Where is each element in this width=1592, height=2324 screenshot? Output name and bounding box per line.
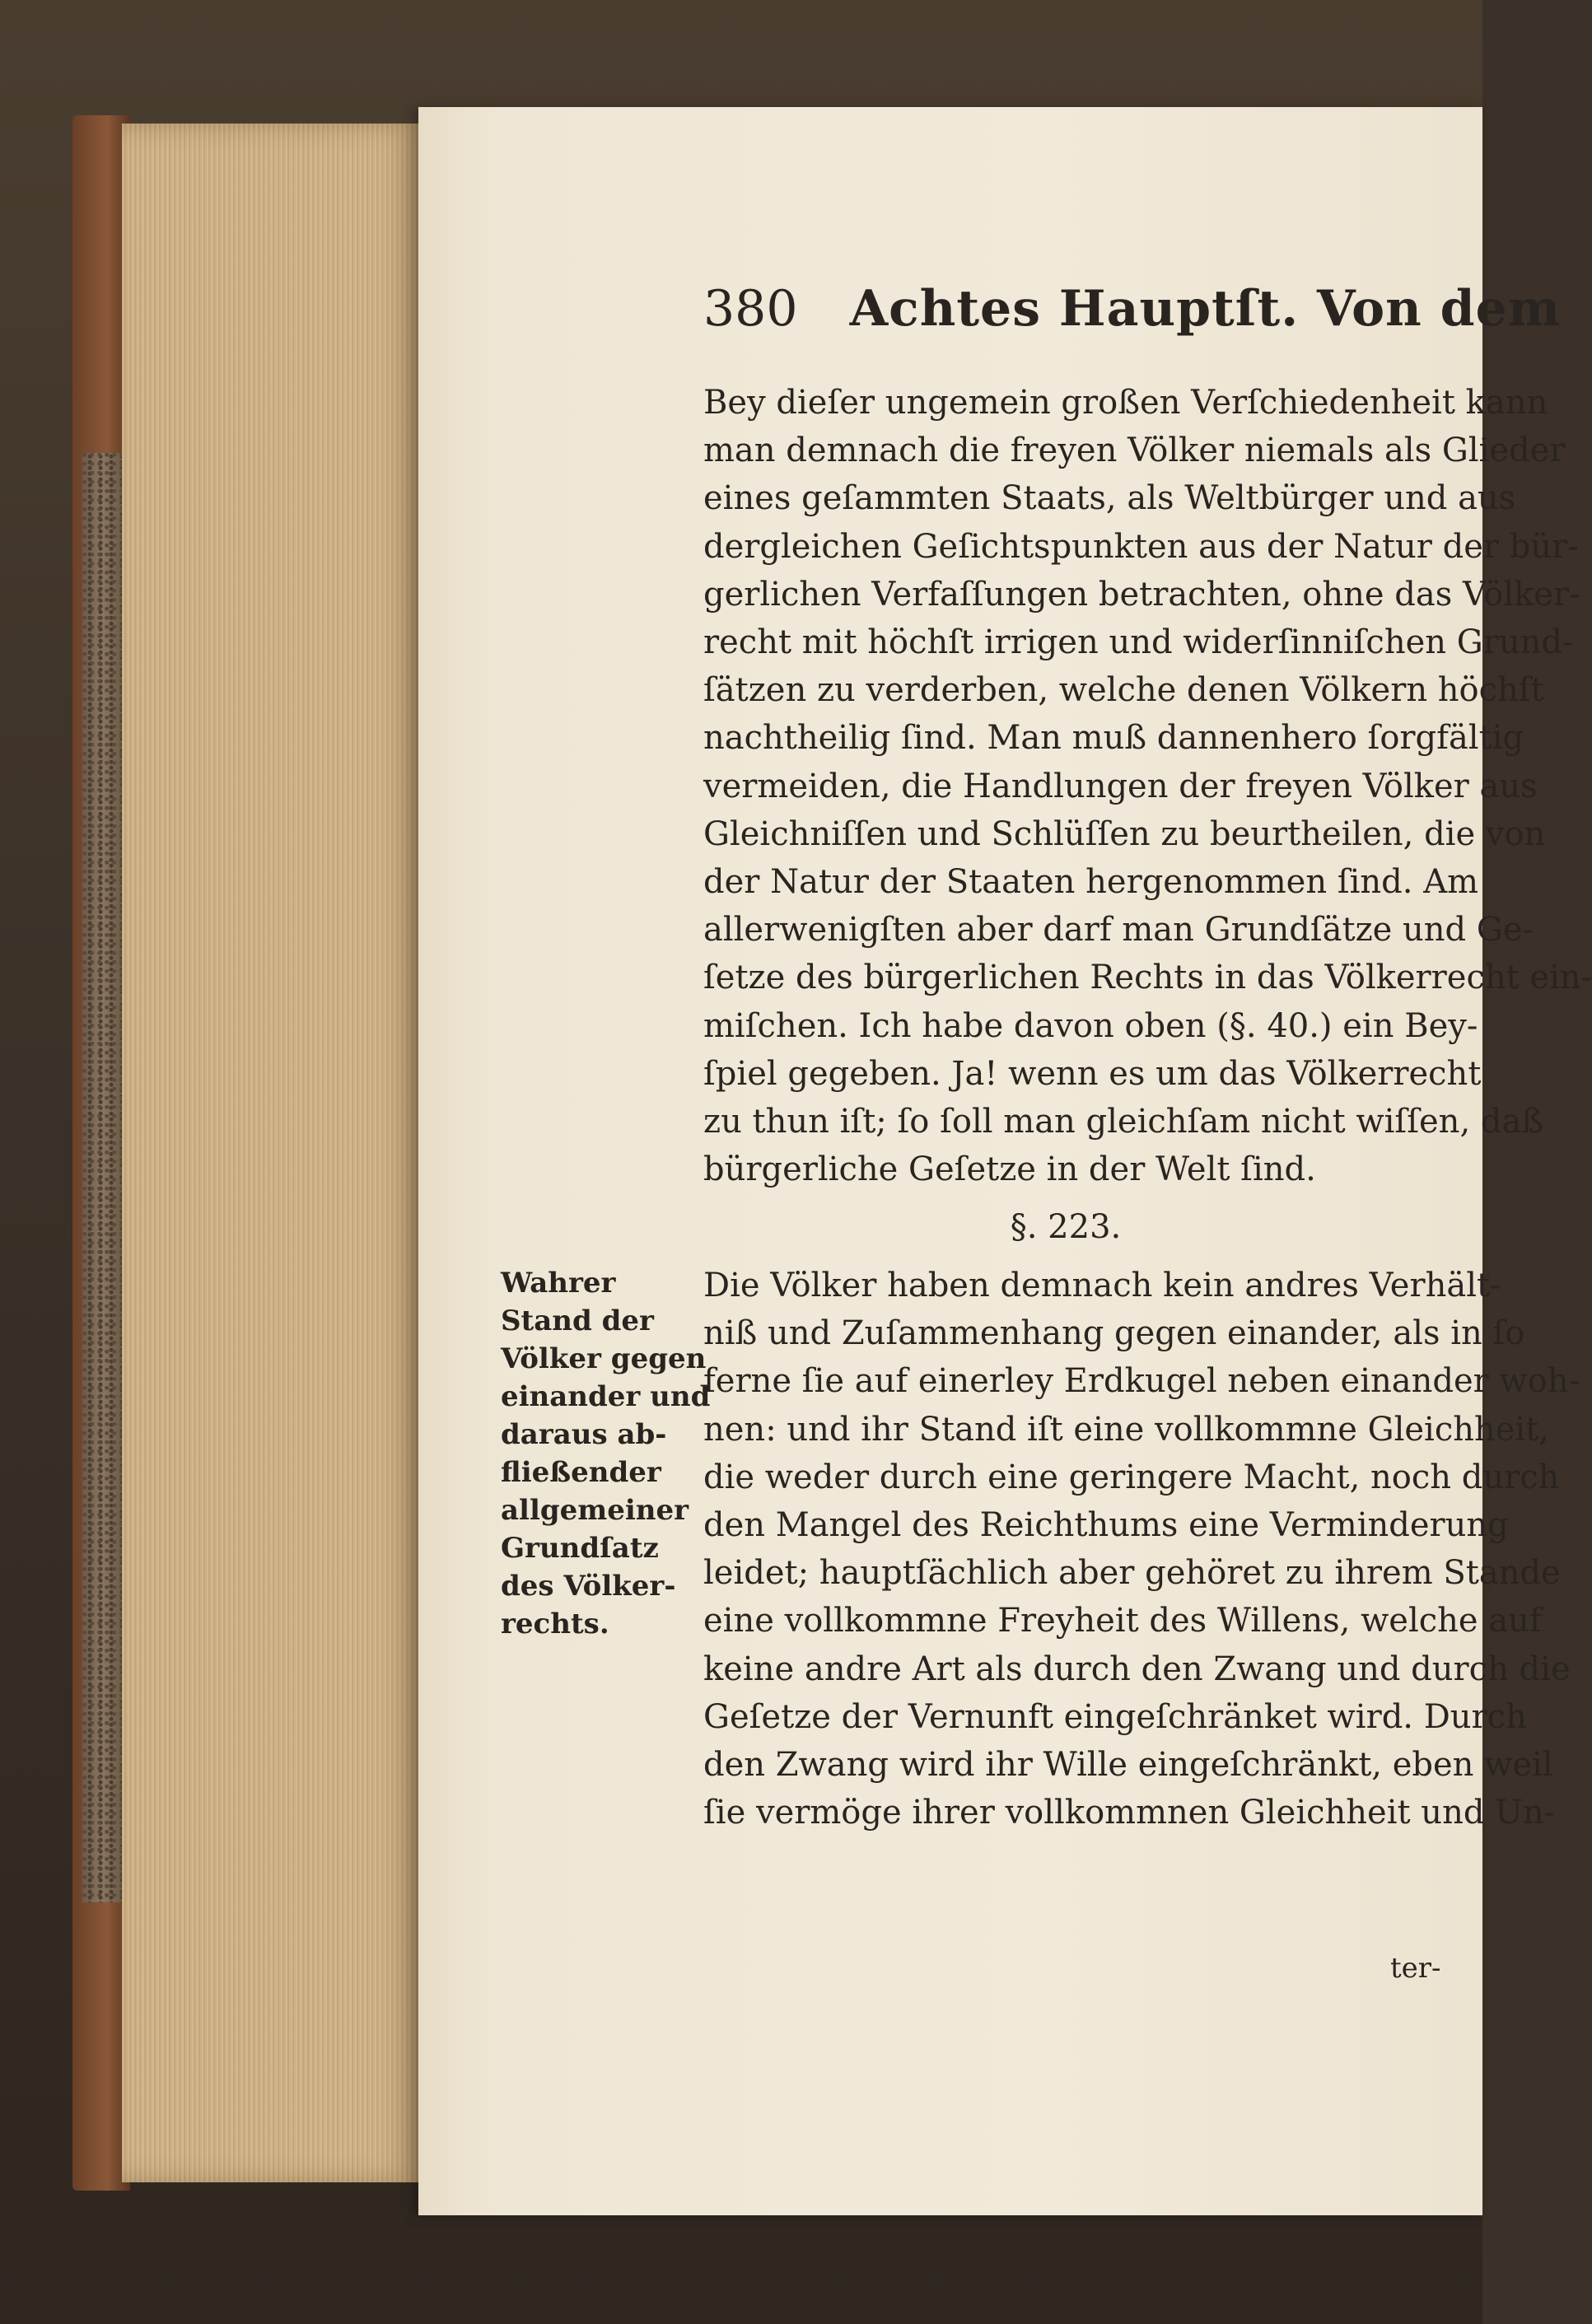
text-line: man demnach die freyen Völker niemals als Glieder — [703, 432, 1566, 470]
paragraph-2 — [703, 1262, 1580, 1836]
text-line: allerwenigſten aber darf man Grundſätze und Ge- — [703, 911, 1534, 950]
page-number: 380 — [703, 280, 798, 338]
text-line: keine andre Art als durch den Zwang und durch die — [703, 1650, 1571, 1688]
text-line: recht mit höchſt irrigen und widerſinniſchen Grund- — [703, 623, 1574, 662]
text-line: Geſetze der Vernunft eingeſchränket wird. Durch — [703, 1697, 1527, 1736]
marginal-note-line: allgemeiner — [501, 1494, 689, 1527]
running-title: Achtes Hauptſt. Von dem — [849, 280, 1562, 338]
book-page — [418, 107, 1592, 2215]
text-line: der Natur der Staaten hergenommen ſind. Am — [703, 863, 1479, 902]
marginal-note — [501, 1264, 711, 1643]
text-line: miſchen. Ich habe davon oben (§. 40.) ein Bey- — [703, 1006, 1478, 1045]
marginal-note-line: fließender — [501, 1456, 661, 1489]
text-line: dergleichen Geſichtspunkten aus der Natur der bür- — [703, 527, 1579, 566]
catchword: ter- — [1390, 1952, 1441, 1985]
text-line: vermeiden, die Handlungen der freyen Völker aus — [703, 767, 1538, 805]
section-number: §. 223. — [1010, 1208, 1122, 1246]
marginal-note-line: des Völker- — [501, 1570, 676, 1603]
text-line: Bey dieſer ungemein großen Verſchiedenheit kann — [703, 384, 1548, 422]
marginal-note-line: rechts. — [501, 1608, 609, 1640]
text-line: die weder durch eine geringere Macht, noch durch — [703, 1458, 1560, 1496]
text-line: eines geſammten Staats, als Weltbürger und aus — [703, 479, 1516, 518]
marbled-cover-pattern — [82, 453, 122, 1902]
text-line: bürgerliche Geſetze in der Welt ſind. — [703, 1150, 1316, 1189]
text-line: zu thun iſt; ſo ſoll man gleichſam nicht wiſſen, daß — [703, 1103, 1544, 1141]
text-line: ſie vermöge ihrer vollkommnen Gleichheit und Un- — [703, 1794, 1556, 1832]
text-line: leidet; hauptſächlich aber gehöret zu ihrem Stande — [703, 1554, 1561, 1593]
marginal-note-line: Stand der — [501, 1304, 654, 1337]
text-line: eine vollkommne Freyheit des Willens, welche auf — [703, 1602, 1542, 1640]
text-line: nachtheilig ſind. Man muß dannenhero ſorgfältig — [703, 719, 1524, 758]
marginal-note-line: Völker gegen — [501, 1342, 707, 1375]
text-line: den Mangel des Reichthums eine Verminderung — [703, 1506, 1509, 1545]
text-line: ferne ſie auf einerley Erdkugel neben einander woh- — [703, 1362, 1580, 1401]
marginal-note-line: einander und — [501, 1380, 711, 1413]
marginal-note-line: Grundſatz — [501, 1532, 659, 1565]
marginal-note-line: Wahrer — [501, 1267, 616, 1300]
paragraph-1 — [703, 379, 1592, 1193]
page-header — [703, 280, 1562, 338]
text-line: nen: und ihr Stand iſt eine vollkommne Gleichheit, — [703, 1410, 1550, 1449]
text-line: ſpiel gegeben. Ja! wenn es um das Völkerrecht — [703, 1054, 1482, 1093]
text-line: ſätzen zu verderben, welche denen Völkern höchſt — [703, 671, 1544, 710]
open-book — [72, 107, 1592, 2215]
text-line: ſetze des bürgerlichen Rechts in das Völkerrecht ein- — [703, 959, 1592, 997]
page-block-edges — [122, 124, 418, 2182]
text-line: gerlichen Verfaſſungen betrachten, ohne das Völker- — [703, 575, 1580, 614]
marginal-note-line: daraus ab- — [501, 1418, 667, 1451]
text-line: Gleichniſſen und Schlüſſen zu beurtheilen, die von — [703, 814, 1546, 853]
text-line: niß und Zuſammenhang gegen einander, als in ſo — [703, 1314, 1525, 1353]
text-line: den Zwang wird ihr Wille eingeſchränkt, eben weil — [703, 1746, 1553, 1785]
text-line: Die Völker haben demnach kein andres Verhält- — [703, 1267, 1501, 1304]
